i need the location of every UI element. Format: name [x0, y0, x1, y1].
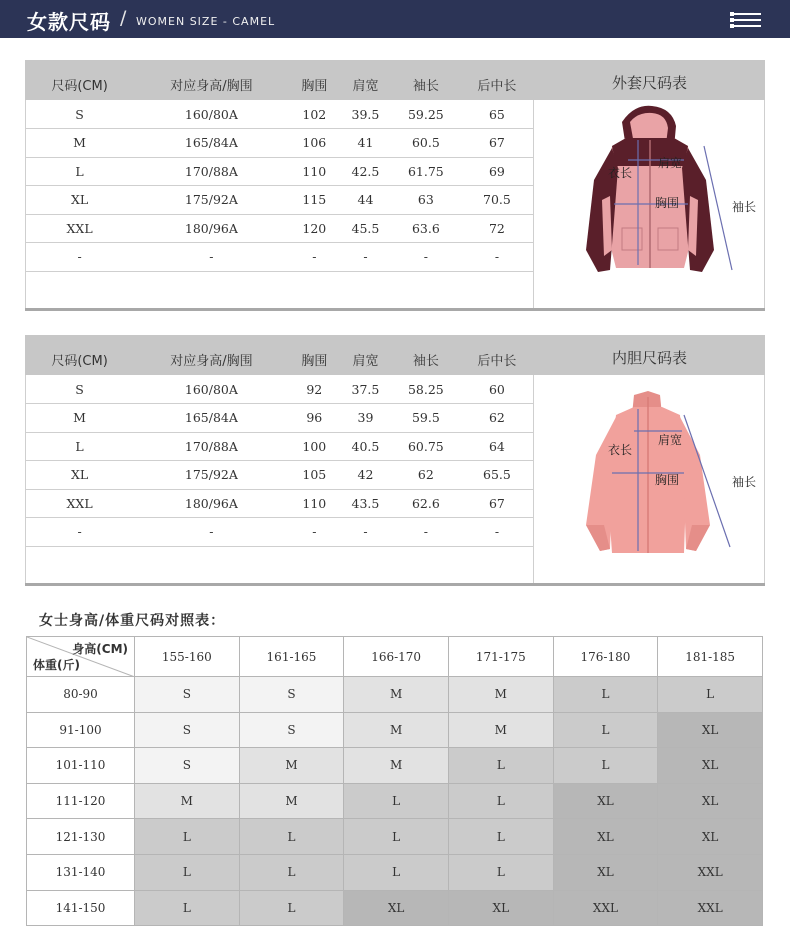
table-cell: -	[133, 518, 289, 547]
size-cell: L	[448, 854, 553, 890]
table-cell: 62	[460, 404, 534, 433]
corner-weight-label: 体重(斤)	[33, 658, 80, 672]
size-cell: XL	[658, 712, 763, 748]
size-cell: XL	[658, 819, 763, 855]
table-cell: -	[133, 243, 289, 272]
table-cell: S	[26, 375, 133, 404]
size-cell: XXL	[658, 854, 763, 890]
table-cell: 92	[290, 375, 339, 404]
table-cell: 160/80A	[133, 375, 289, 404]
length-label: 衣长	[608, 443, 633, 457]
size-cell: XL	[448, 890, 553, 926]
size-cell: L	[344, 819, 449, 855]
shoulder-label: 肩宽	[658, 156, 683, 170]
table-cell: 41	[339, 129, 392, 158]
height-range-header: 155-160	[135, 637, 240, 677]
table-cell: 58.25	[392, 375, 460, 404]
size-cell: M	[344, 677, 449, 713]
table-cell: -	[26, 243, 133, 272]
table-cell: 63	[392, 186, 460, 215]
size-cell: L	[135, 819, 240, 855]
weight-range-label: 131-140	[27, 854, 135, 890]
size-cell: L	[344, 783, 449, 819]
inner-image-title: 内胆尺码表	[611, 349, 687, 367]
page-subtitle: WOMEN SIZE - CAMEL	[136, 15, 276, 28]
weight-range-label: 80-90	[27, 677, 135, 713]
table-cell: 45.5	[339, 214, 392, 243]
reference-row	[27, 783, 763, 819]
outer-image-title: 外套尺码表	[611, 74, 687, 92]
table-cell: S	[26, 100, 133, 129]
table-cell: 115	[290, 186, 339, 215]
height-range-header: 181-185	[658, 637, 763, 677]
outer-jacket-illustration	[534, 100, 765, 308]
table-cell: -	[460, 243, 534, 272]
reference-row	[27, 890, 763, 926]
col-header: 袖长	[392, 60, 460, 100]
size-cell: L	[239, 819, 344, 855]
table-cell: 60	[460, 375, 534, 404]
table-cell: 42.5	[339, 157, 392, 186]
table-cell: M	[26, 129, 133, 158]
table-cell: 61.75	[392, 157, 460, 186]
table-cell: 63.6	[392, 214, 460, 243]
size-cell: S	[135, 748, 240, 784]
table-cell: 175/92A	[133, 461, 289, 490]
col-header: 对应身高/胸围	[133, 60, 289, 100]
table-cell: 62	[392, 461, 460, 490]
table-cell: L	[26, 432, 133, 461]
table-cell: 180/96A	[133, 489, 289, 518]
length-label: 衣长	[608, 166, 633, 180]
table-cell: 42	[339, 461, 392, 490]
table-cell: -	[392, 518, 460, 547]
size-cell: XL	[553, 819, 658, 855]
table-cell: -	[26, 518, 133, 547]
table-cell: 67	[460, 489, 534, 518]
table-cell: 39	[339, 404, 392, 433]
inner-size-table	[26, 335, 534, 579]
table-row	[26, 157, 534, 186]
table-cell: 60.75	[392, 432, 460, 461]
table-cell: M	[26, 404, 133, 433]
reference-corner-cell	[27, 637, 135, 677]
size-cell: M	[344, 748, 449, 784]
table-cell: 65.5	[460, 461, 534, 490]
table-cell: 180/96A	[133, 214, 289, 243]
table-cell: 100	[290, 432, 339, 461]
table-row	[26, 432, 534, 461]
col-header: 尺码(CM)	[26, 335, 133, 375]
col-header: 尺码(CM)	[26, 60, 133, 100]
size-cell: XL	[553, 854, 658, 890]
sleeve-label: 袖长	[732, 475, 757, 489]
table-cell: L	[26, 157, 133, 186]
size-cell: XXL	[553, 890, 658, 926]
table-cell: 40.5	[339, 432, 392, 461]
table-row	[26, 214, 534, 243]
table-row	[26, 461, 534, 490]
table-row	[26, 375, 534, 404]
table-cell: 64	[460, 432, 534, 461]
height-range-header: 176-180	[553, 637, 658, 677]
table-cell: 165/84A	[133, 129, 289, 158]
inner-fleece-diagram	[534, 375, 765, 583]
chest-label: 胸围	[655, 473, 680, 487]
table-cell: 44	[339, 186, 392, 215]
size-cell: L	[344, 854, 449, 890]
size-cell: M	[448, 677, 553, 713]
reference-header-row	[27, 637, 763, 677]
table-row	[26, 404, 534, 433]
table-cell: XL	[26, 186, 133, 215]
table-cell: 105	[290, 461, 339, 490]
page-title: 女款尺码	[27, 10, 111, 34]
menu-icon[interactable]	[731, 12, 761, 28]
reference-row	[27, 677, 763, 713]
size-cell: XL	[553, 783, 658, 819]
size-cell: L	[135, 890, 240, 926]
size-cell: XXL	[658, 890, 763, 926]
reference-row	[27, 748, 763, 784]
table-cell: -	[392, 243, 460, 272]
table-cell: 69	[460, 157, 534, 186]
page-header	[0, 0, 790, 38]
table-cell: -	[339, 243, 392, 272]
col-header: 后中长	[460, 60, 534, 100]
height-range-header: 166-170	[344, 637, 449, 677]
inner-fleece-illustration	[534, 375, 765, 583]
weight-range-label: 141-150	[27, 890, 135, 926]
reference-row	[27, 712, 763, 748]
size-cell: M	[135, 783, 240, 819]
table-cell: 102	[290, 100, 339, 129]
table-cell: 43.5	[339, 489, 392, 518]
sleeve-label: 袖长	[732, 200, 757, 214]
table-row	[26, 489, 534, 518]
weight-range-label: 111-120	[27, 783, 135, 819]
size-cell: M	[239, 783, 344, 819]
size-cell: XL	[658, 783, 763, 819]
table-cell: 170/88A	[133, 432, 289, 461]
size-cell: L	[448, 783, 553, 819]
height-weight-reference-table	[26, 636, 763, 926]
table-row	[26, 186, 534, 215]
outer-size-table	[26, 60, 534, 304]
table-cell: 59.5	[392, 404, 460, 433]
table-cell: 96	[290, 404, 339, 433]
size-cell: L	[135, 854, 240, 890]
table-cell: XL	[26, 461, 133, 490]
table-cell: XXL	[26, 489, 133, 518]
chest-label: 胸围	[655, 196, 680, 210]
weight-range-label: 91-100	[27, 712, 135, 748]
size-cell: L	[658, 677, 763, 713]
height-range-header: 171-175	[448, 637, 553, 677]
size-cell: M	[448, 712, 553, 748]
block-bottom-rule	[25, 583, 765, 586]
table-cell: -	[339, 518, 392, 547]
table-cell: 175/92A	[133, 186, 289, 215]
blank-row	[26, 546, 534, 579]
size-cell: M	[239, 748, 344, 784]
size-cell: S	[239, 677, 344, 713]
size-cell: L	[239, 890, 344, 926]
table-row	[26, 129, 534, 158]
weight-range-label: 121-130	[27, 819, 135, 855]
table-cell: 39.5	[339, 100, 392, 129]
col-header: 胸围	[290, 335, 339, 375]
size-cell: S	[239, 712, 344, 748]
table-cell: 170/88A	[133, 157, 289, 186]
table-cell: 165/84A	[133, 404, 289, 433]
table-row	[26, 518, 534, 547]
inner-size-block	[25, 335, 765, 585]
outer-jacket-diagram	[534, 100, 765, 308]
size-cell: M	[344, 712, 449, 748]
title-separator: /	[120, 7, 127, 29]
outer-size-block	[25, 60, 765, 310]
col-header: 胸围	[290, 60, 339, 100]
table-cell: -	[460, 518, 534, 547]
size-cell: L	[553, 748, 658, 784]
table-cell: 59.25	[392, 100, 460, 129]
table-cell: 160/80A	[133, 100, 289, 129]
col-header: 后中长	[460, 335, 534, 375]
table-cell: 67	[460, 129, 534, 158]
size-cell: L	[239, 854, 344, 890]
table-cell: 120	[290, 214, 339, 243]
reference-row	[27, 854, 763, 890]
table-cell: XXL	[26, 214, 133, 243]
height-range-header: 161-165	[239, 637, 344, 677]
size-cell: S	[135, 712, 240, 748]
size-cell: L	[553, 677, 658, 713]
blank-row	[26, 271, 534, 304]
table-row	[26, 100, 534, 129]
table-cell: 110	[290, 489, 339, 518]
size-cell: S	[135, 677, 240, 713]
size-cell: L	[448, 819, 553, 855]
weight-range-label: 101-110	[27, 748, 135, 784]
size-cell: XL	[658, 748, 763, 784]
size-cell: L	[553, 712, 658, 748]
block-bottom-rule	[25, 308, 765, 311]
table-cell: 110	[290, 157, 339, 186]
table-cell: 60.5	[392, 129, 460, 158]
table-cell: 70.5	[460, 186, 534, 215]
table-cell: -	[290, 243, 339, 272]
col-header: 对应身高/胸围	[133, 335, 289, 375]
table-cell: 72	[460, 214, 534, 243]
reference-row	[27, 819, 763, 855]
corner-height-label: 身高(CM)	[72, 642, 128, 656]
table-row	[26, 243, 534, 272]
table-cell: -	[290, 518, 339, 547]
table-cell: 65	[460, 100, 534, 129]
col-header: 袖长	[392, 335, 460, 375]
size-cell: L	[448, 748, 553, 784]
size-cell: XL	[344, 890, 449, 926]
table-cell: 37.5	[339, 375, 392, 404]
reference-title: 女士身高/体重尺码对照表：	[39, 613, 226, 629]
col-header: 肩宽	[339, 60, 392, 100]
shoulder-label: 肩宽	[658, 433, 683, 447]
table-cell: 62.6	[392, 489, 460, 518]
col-header: 肩宽	[339, 335, 392, 375]
table-cell: 106	[290, 129, 339, 158]
